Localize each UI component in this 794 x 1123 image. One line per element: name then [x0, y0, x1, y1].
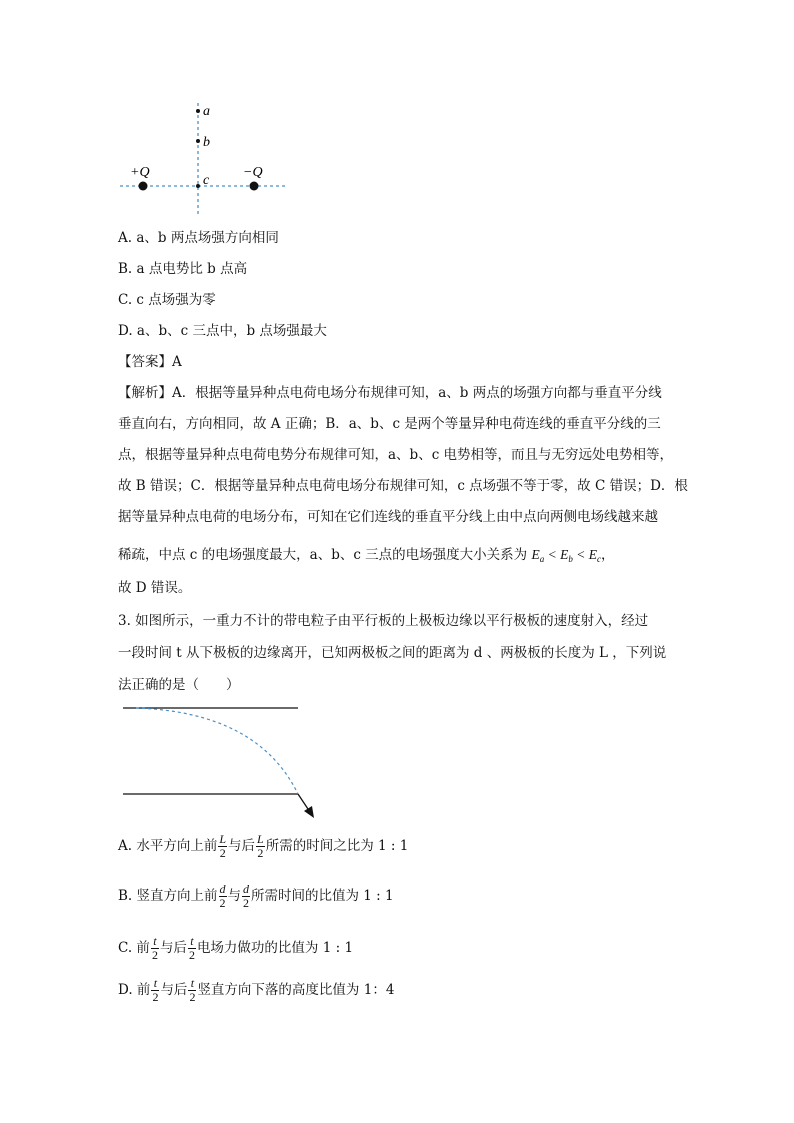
q3-line-3: 法正确的是（ ）: [118, 677, 240, 693]
label-a: a: [203, 104, 210, 119]
fraction-t-over-2: $\frac{t}{2}$: [151, 934, 158, 962]
analysis-line-5: 据等量异种点电荷的电场分布，可知在它们连线的垂直平分线上由中点向两侧电场线越来越: [118, 509, 658, 525]
fraction-t-over-2: $\frac{t}{2}$: [188, 934, 195, 962]
q2-option-a: A. a、b 两点场强方向相同: [118, 230, 279, 246]
analysis-line-3: 点，根据等量异种点电荷电势分布规律可知，a、b、c 电势相等，而且与无穷远处电势相等，: [118, 447, 674, 463]
q2-option-c: C. c 点场强为零: [118, 292, 216, 308]
label-negative-charge: −Q: [243, 165, 263, 180]
parallel-plate-figure: [118, 700, 328, 820]
q3-option-c: C. 前 $\frac{t}{2}$ 与后 $\frac{t}{2}$ 电场力做功的比值为 1 : 1: [118, 934, 354, 962]
fraction-d-over-2: $\frac{d}{2}$: [243, 882, 250, 910]
q2-option-b: B. a 点电势比 b 点高: [118, 261, 248, 277]
analysis-line-4: 故 B 错误；C．根据等量异种点电荷电场分布规律可知，c 点场强不等于零，故 C 错误；D．根: [118, 478, 688, 494]
fraction-t-over-2: $\frac{t}{2}$: [189, 976, 196, 1004]
q3-option-d: D. 前 $\frac{t}{2}$ 与后 $\frac{t}{2}$ 竖直方向下落的高度比值为 1：4: [118, 976, 395, 1004]
answer: 【答案】A: [118, 354, 182, 370]
positive-charge: [139, 182, 148, 191]
analysis-line-7: 故 D 错误。: [118, 580, 192, 596]
particle-trajectory: [136, 708, 298, 794]
charge-figure: [115, 95, 305, 220]
label-b: b: [203, 135, 210, 150]
label-positive-charge: +Q: [130, 165, 150, 180]
field-strength-relation: $E_a < E_b < E_c$: [531, 547, 601, 564]
point-b: [196, 139, 200, 143]
q3-option-a: A. 水平方向上前 $\frac{L}{2}$ 与后 $\frac{L}{2}$ 所需的时间之比为 1 : 1: [118, 832, 409, 860]
q2-option-d: D. a、b、c 三点中，b 点场强最大: [118, 323, 327, 339]
q3-option-b: B. 竖直方向上前 $\frac{d}{2}$ 与 $\frac{d}{2}$ 所需时间的比值为 1 : 1: [118, 882, 394, 910]
q3-line-1: 3. 如图所示，一重力不计的带电粒子由平行板的上极板边缘以平行极板的速度射入，经过: [118, 613, 649, 629]
analysis-line-6-text: 稀疏，中点 c 的电场强度最大，a、b、c 三点的电场强度大小关系为: [118, 547, 528, 563]
analysis-line-6: 稀疏，中点 c 的电场强度最大，a、b、c 三点的电场强度大小关系为 $E_a < E_b < E_c$，: [118, 547, 615, 564]
point-c: [196, 184, 200, 188]
analysis-line-2: 垂直向右，方向相同，故 A 正确；B．a、b、c 是两个等量异种电荷连线的垂直平分线的三: [118, 416, 661, 432]
negative-charge: [250, 182, 259, 191]
fraction-t-over-2: $\frac{t}{2}$: [152, 976, 159, 1004]
q3-line-2: 一段时间 t 从下极板的边缘离开，已知两极板之间的距离为 d 、两极板的长度为 L ，下列说: [118, 645, 667, 661]
analysis-line-1: 【解析】A．根据等量异种点电荷电场分布规律可知，a、b 两点的场强方向都与垂直平分线: [118, 385, 662, 401]
exit-velocity-arrow-head: [304, 806, 314, 818]
fraction-L-over-2: $\frac{L}{2}$: [257, 832, 264, 860]
fraction-L-over-2: $\frac{L}{2}$: [219, 832, 227, 860]
fraction-d-over-2: $\frac{d}{2}$: [219, 882, 226, 910]
point-a: [196, 109, 200, 113]
label-c: c: [203, 173, 210, 188]
